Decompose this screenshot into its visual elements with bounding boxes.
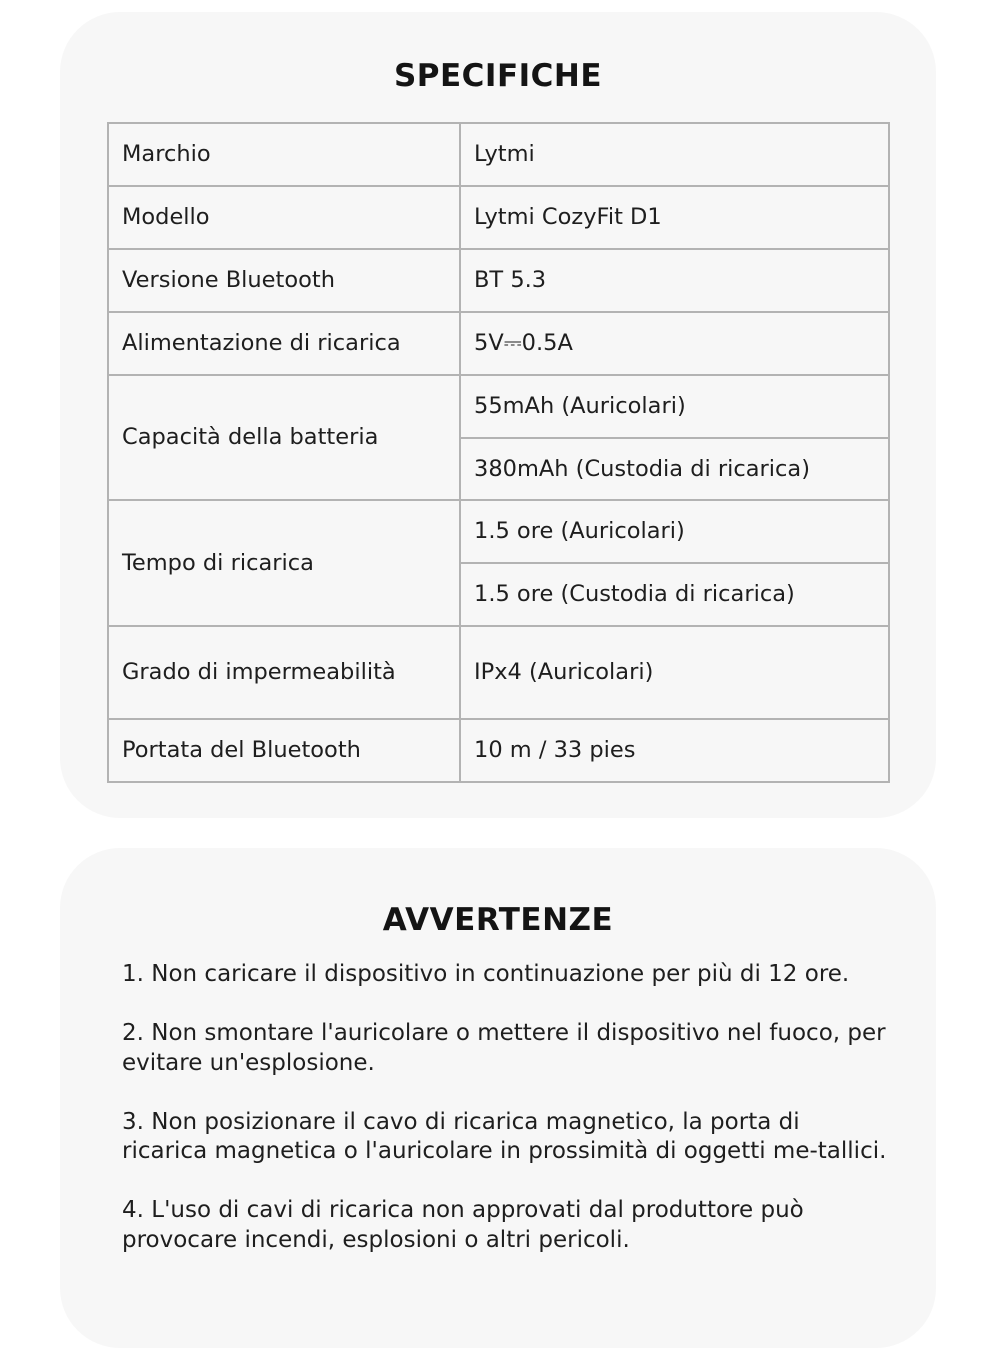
spec-value-brand: Lytmi: [460, 123, 889, 186]
spec-value-charge-time-earbuds: 1.5 ore (Auricolari): [460, 500, 889, 563]
specifications-card: [60, 12, 936, 818]
table-row: [108, 312, 889, 375]
spec-label-charge-time: Tempo di ricarica: [108, 500, 460, 626]
table-row: [108, 500, 889, 563]
spec-label-battery: Capacità della batteria: [108, 375, 460, 500]
warning-item: 3. Non posizionare il cavo di ricarica magnetico, la porta di ricarica magnetica o l'auricolare in prossimità di oggetti me-tallici.: [122, 1108, 887, 1164]
spec-label-charging-power: Alimentazione di ricarica: [108, 312, 460, 375]
spec-label-model: Modello: [108, 186, 460, 249]
spec-value-battery-case: 380mAh (Custodia di ricarica): [460, 438, 889, 500]
spec-value-charging-power: 5V⎓0.5A: [460, 312, 889, 375]
table-row: [108, 123, 889, 186]
table-row: [108, 249, 889, 312]
spec-label-bt-range: Portata del Bluetooth: [108, 719, 460, 782]
spec-value-waterproof: IPx4 (Auricolari): [460, 626, 889, 719]
warning-item: 1. Non caricare il dispositivo in continuazione per più di 12 ore.: [122, 961, 850, 987]
specifications-table: [107, 122, 890, 783]
table-row: [108, 719, 889, 782]
warnings-list: [122, 960, 892, 1285]
warnings-card: [60, 848, 936, 1348]
spec-value-model: Lytmi CozyFit D1: [460, 186, 889, 249]
warning-item: 4. L'uso di cavi di ricarica non approvati dal produttore può provocare incendi, esplosioni o altri pericoli.: [122, 1197, 804, 1253]
table-row: [108, 375, 889, 438]
spec-value-bt-range: 10 m / 33 pies: [460, 719, 889, 782]
warnings-title: AVVERTENZE: [382, 902, 614, 938]
spec-label-brand: Marchio: [108, 123, 460, 186]
table-row: [108, 186, 889, 249]
warning-item: 2. Non smontare l'auricolare o mettere il dispositivo nel fuoco, per evitare un'esplosione.: [122, 1020, 886, 1076]
spec-label-waterproof: Grado di impermeabilità: [108, 626, 460, 719]
spec-label-bt-version: Versione Bluetooth: [108, 249, 460, 312]
spec-value-battery-earbuds: 55mAh (Auricolari): [460, 375, 889, 438]
specifications-title: SPECIFICHE: [393, 58, 603, 94]
spec-value-bt-version: BT 5.3: [460, 249, 889, 312]
spec-value-charge-time-case: 1.5 ore (Custodia di ricarica): [460, 563, 889, 626]
table-row: [108, 626, 889, 719]
